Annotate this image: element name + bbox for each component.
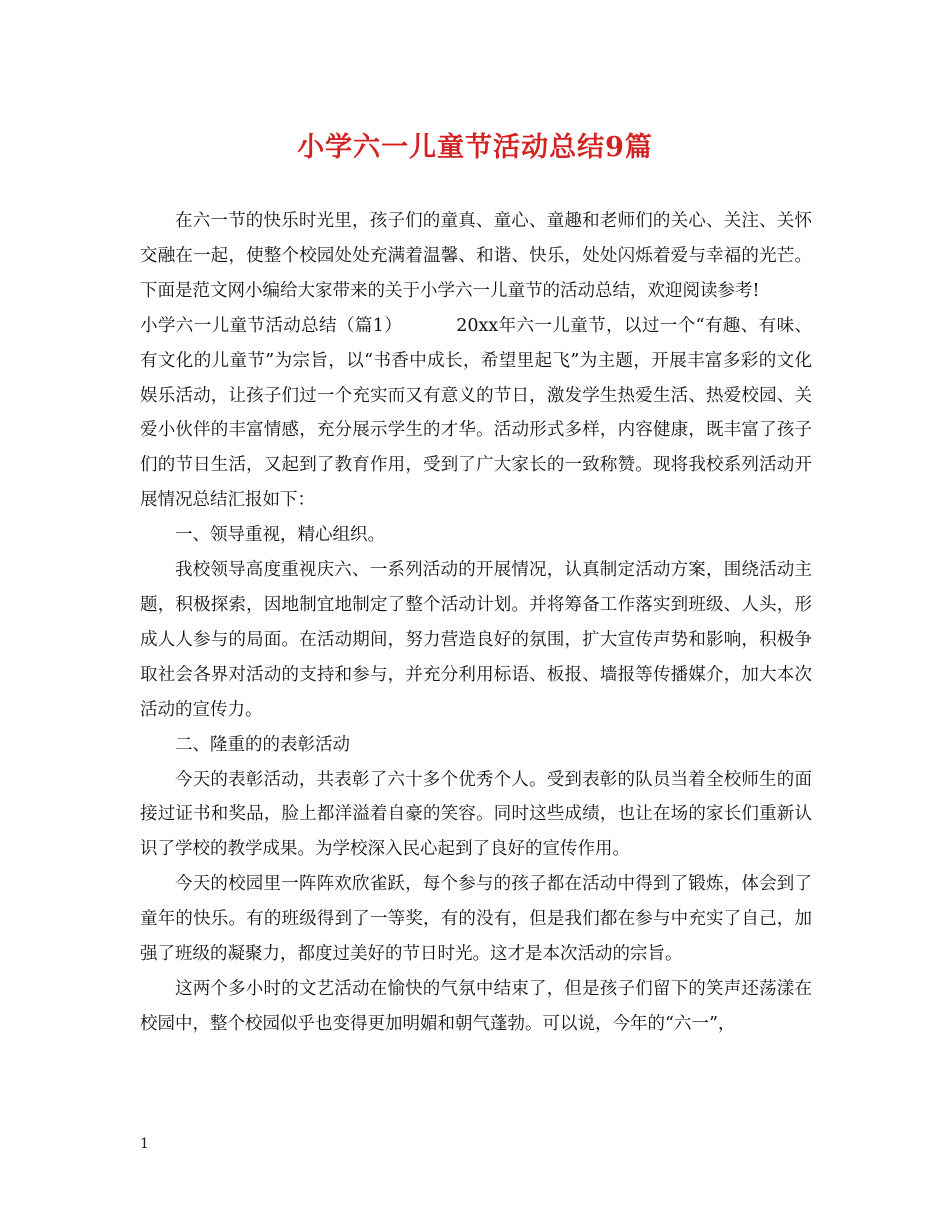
intro-paragraph: 在六一节的快乐时光里，孩子们的童真、童心、童趣和老师们的关心、关注、关怀交融在一起，使整个校园处处充满着温馨、和谐、快乐，处处闪烁着爱与幸福的光芒。下面是范文网小编给大家带来的关于小学六一儿童节的活动总结，欢迎阅读参考! — [140, 211, 812, 301]
heading-award: 二、隆重的的表彰活动 — [175, 734, 350, 755]
closing-paragraph: 这两个多小时的文艺活动在愉快的气氛中结束了，但是孩子们留下的笑声还荡漾在校园中，整个校园似乎也变得更加明媚和朝气蓬勃。可以说，今年的“六一”， — [140, 978, 812, 1034]
campus-paragraph: 今天的校园里一阵阵欢欣雀跃，每个参与的孩子都在活动中得到了锻炼，体会到了童年的快乐。有的班级得到了一等奖，有的没有，但是我们都在参与中充实了自己，加强了班级的凝聚力，都度过美好的节日时光。这才是本次活动的宗旨。 — [140, 874, 812, 965]
heading-leadership: 一、领导重视，精心组织。 — [175, 525, 385, 546]
document-title: 小学六一儿童节活动总结9篇 — [297, 132, 653, 163]
leadership-paragraph: 我校领导高度重视庆六、一系列活动的开展情况，认真制定活动方案，围绕活动主题，积极探索，因地制宜地制定了整个活动计划。并将筹备工作落实到班级、人头，形成人人参与的局面。在活动期间，努力营造良好的氛围，扩大宣传声势和影响，积极争取社会各界对活动的支持和参与，并充分利用标语、板报、墙报等传播媒介，加大本次活动的宣传力。 — [140, 560, 812, 720]
section-1-paragraph — [140, 309, 812, 518]
page-number: 1 — [140, 1136, 149, 1152]
award-paragraph: 今天的表彰活动，共表彰了六十多个优秀个人。受到表彰的队员当着全校师生的面接过证书和奖品，脸上都洋溢着自豪的笑容。同时这些成绩，也让在场的家长们重新认识了学校的教学成果。为学校深入民心起到了良好的宣传作用。 — [140, 769, 812, 860]
document-body — [140, 204, 812, 1042]
section-1-heading: 小学六一儿童节活动总结（篇1） — [140, 315, 403, 336]
section-1-text: 20xx年六一儿童节，以过一个“有趣、有味、有文化的儿童节”为宗旨，以“书香中成长，希望里起飞”为主题，开展丰富多彩的文化娱乐活动，让孩子们过一个充实而又有意义的节日，激发学生热爱生活、热爱校园、关爱小伙伴的丰富情感，充分展示学生的才华。活动形式多样，内容健康，既丰富了孩子们的节日生活，又起到了教育作用，受到了广大家长的一致称赞。现将我校系列活动开展情况总结汇报如下： — [140, 315, 812, 511]
